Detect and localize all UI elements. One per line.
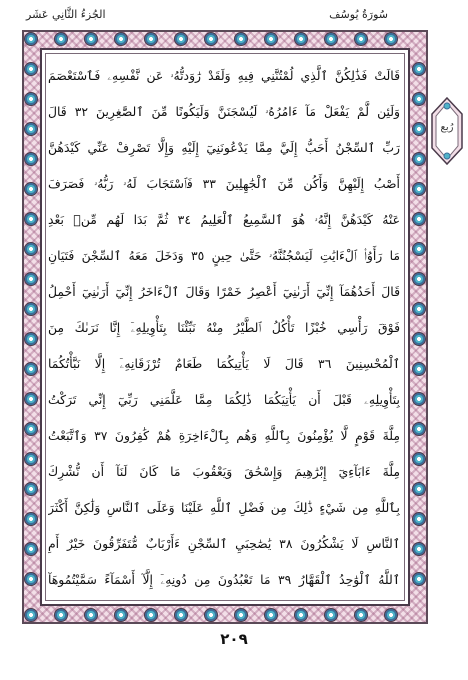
page-number: ٢٠٩ xyxy=(220,630,248,648)
rub-marker xyxy=(430,96,464,166)
verse-line-4: أَصْبُ إِلَيْهِنَّ وَأَكُن مِّنَ ٱلْجَٰهِلِينَ ٣٣ فَٱسْتَجَابَ لَهُۥ رَبُّهُۥ فَصَرَفَ xyxy=(48,176,400,191)
border-rosette-icon xyxy=(412,332,426,346)
border-rosette-icon xyxy=(412,512,426,526)
border-rosette-icon xyxy=(24,542,38,556)
border-rosette-icon xyxy=(294,32,308,46)
verse-line-3: رَبِّ ٱلسِّجْنُ أَحَبُّ إِلَيَّ مِمَّا يَدْعُونَنِيٓ إِلَيْهِ وَإِلَّا تَصْرِفْ عَنِّي كَيْدَهُنَّ xyxy=(48,140,400,155)
border-rosette-icon xyxy=(412,482,426,496)
border-rosette-icon xyxy=(24,362,38,376)
border-rosette-icon xyxy=(412,452,426,466)
border-rosette-icon xyxy=(24,212,38,226)
verse-line-5: عَنْهُ كَيْدَهُنَّ إِنَّهُۥ هُوَ ٱلسَّمِيعُ ٱلْعَلِيمُ ٣٤ ثُمَّ بَدَا لَهُم مِّنۢ بَعْدِ xyxy=(48,212,400,227)
border-rosette-icon xyxy=(204,32,218,46)
border-rosette-icon xyxy=(412,422,426,436)
border-rosette-icon xyxy=(84,608,98,622)
verse-line-12: مِلَّةَ ءَابَآءِيٓ إِبْرَٰهِيمَ وَإِسْحَٰقَ وَيَعْقُوبَ مَا كَانَ لَنَآ أَن نُّشْرِكَ xyxy=(48,464,400,479)
verse-text xyxy=(48,58,400,598)
border-rosette-icon xyxy=(384,608,398,622)
verse-line-2: وَلَئِن لَّمْ يَفْعَلْ مَآ ءَامُرُهُۥ لَيُسْجَنَنَّ وَلَيَكُونًا مِّنَ ٱلصَّٰغِرِينَ ٣٢ قَالَ xyxy=(48,104,400,119)
verse-line-7: قَالَ أَحَدُهُمَآ إِنِّيٓ أَرَىٰنِيٓ أَعْصِرُ خَمْرًا وَقَالَ ٱلْءَاخَرُ إِنِّيٓ أَرَىٰنِيٓ أَحْمِلُ xyxy=(48,284,400,299)
verse-line-6: مَا رَأَوُا۟ ٱلْءَايَٰتِ لَيَسْجُنُنَّهُۥ حَتَّىٰ حِينٍ ٣٥ وَدَخَلَ مَعَهُ ٱلسِّجْنَ فَتَيَانِ xyxy=(48,248,400,263)
border-rosette-icon xyxy=(114,32,128,46)
border-rosette-icon xyxy=(412,182,426,196)
border-rosette-icon xyxy=(24,182,38,196)
border-rosette-icon xyxy=(24,152,38,166)
border-rosette-icon xyxy=(54,32,68,46)
border-rosette-icon xyxy=(412,362,426,376)
border-rosette-icon xyxy=(84,32,98,46)
border-rosette-icon xyxy=(324,32,338,46)
border-rosette-icon xyxy=(24,482,38,496)
border-rosette-icon xyxy=(412,272,426,286)
border-rosette-icon xyxy=(174,608,188,622)
border-rosette-icon xyxy=(24,32,38,46)
border-rosette-icon xyxy=(264,608,278,622)
border-rosette-icon xyxy=(24,122,38,136)
border-rosette-icon xyxy=(412,542,426,556)
border-rosette-icon xyxy=(24,572,38,586)
border-rosette-icon xyxy=(24,62,38,76)
verse-line-8: فَوْقَ رَأْسِي خُبْزًا تَأْكُلُ ٱلطَّيْرُ مِنْهُ نَبِّئْنَا بِتَأْوِيلِهِۦٓ إِنَّا نَرَىٰكَ مِنَ xyxy=(48,320,400,335)
border-rosette-icon xyxy=(24,272,38,286)
border-rosette-icon xyxy=(294,608,308,622)
surah-header: سُورَةُ يُوسُف xyxy=(329,8,388,21)
border-rosette-icon xyxy=(412,122,426,136)
border-rosette-icon xyxy=(24,332,38,346)
border-rosette-icon xyxy=(204,608,218,622)
verse-line-13: بِٱللَّهِ مِن شَيْءٍ ذَٰلِكَ مِن فَضْلِ ٱللَّهِ عَلَيْنَا وَعَلَى ٱلنَّاسِ وَلَٰكِنَّ أَكْثَرَ xyxy=(48,500,400,515)
border-rosette-icon xyxy=(324,608,338,622)
border-rosette-icon xyxy=(24,392,38,406)
border-rosette-icon xyxy=(24,302,38,316)
verse-line-11: مِلَّةَ قَوْمٍ لَّا يُؤْمِنُونَ بِٱللَّهِ وَهُم بِٱلْءَاخِرَةِ هُمْ كَٰفِرُونَ ٣٧ وَٱتَّبَعْتُ xyxy=(48,428,400,443)
border-rosette-icon xyxy=(384,32,398,46)
border-rosette-icon xyxy=(354,608,368,622)
border-rosette-icon xyxy=(264,32,278,46)
border-rosette-icon xyxy=(24,242,38,256)
border-rosette-icon xyxy=(24,452,38,466)
border-rosette-icon xyxy=(412,392,426,406)
verse-line-9: ٱلْمُحْسِنِينَ ٣٦ قَالَ لَا يَأْتِيكُمَا طَعَامٌ تُرْزَقَانِهِۦٓ إِلَّا نَبَّأْتُكُمَا xyxy=(48,356,400,371)
border-rosette-icon xyxy=(354,32,368,46)
border-rosette-icon xyxy=(114,608,128,622)
border-rosette-icon xyxy=(144,32,158,46)
border-rosette-icon xyxy=(412,242,426,256)
border-rosette-icon xyxy=(412,572,426,586)
border-rosette-icon xyxy=(174,32,188,46)
border-rosette-icon xyxy=(144,608,158,622)
border-rosette-icon xyxy=(24,608,38,622)
juz-header: الجُزءُ الثَّانِي عَشَر xyxy=(26,8,106,21)
border-rosette-icon xyxy=(24,512,38,526)
border-rosette-icon xyxy=(234,32,248,46)
border-rosette-icon xyxy=(412,302,426,316)
verse-line-1: قَالَتْ فَذَٰلِكُنَّ ٱلَّذِي لُمْتُنَّنِي فِيهِ وَلَقَدْ رَٰوَدتُّهُۥ عَن نَّفْسِهِۦ فَٱسْتَعْصَمَ xyxy=(48,68,400,83)
verse-line-15: ٱللَّهُ ٱلْوَٰحِدُ ٱلْقَهَّارُ ٣٩ مَا تَعْبُدُونَ مِن دُونِهِۦٓ إِلَّآ أَسْمَآءً سَمَّيْتُمُوهَآ xyxy=(48,572,400,587)
border-rosette-icon xyxy=(234,608,248,622)
rub-label: رُبع xyxy=(440,122,454,133)
border-rosette-icon xyxy=(24,92,38,106)
border-rosette-icon xyxy=(412,152,426,166)
verse-line-14: ٱلنَّاسِ لَا يَشْكُرُونَ ٣٨ يَٰصَٰحِبَيِ ٱلسِّجْنِ ءَأَرْبَابٌ مُّتَفَرِّقُونَ خَيْرٌ أَمِ xyxy=(48,536,400,551)
border-rosette-icon xyxy=(412,212,426,226)
verse-line-10: بِتَأْوِيلِهِۦ قَبْلَ أَن يَأْتِيَكُمَا ذَٰلِكُمَا مِمَّا عَلَّمَنِي رَبِّيٓ إِنِّي تَرَكْتُ xyxy=(48,392,400,407)
border-rosette-icon xyxy=(54,608,68,622)
border-rosette-icon xyxy=(412,62,426,76)
border-rosette-icon xyxy=(24,422,38,436)
border-rosette-icon xyxy=(412,92,426,106)
